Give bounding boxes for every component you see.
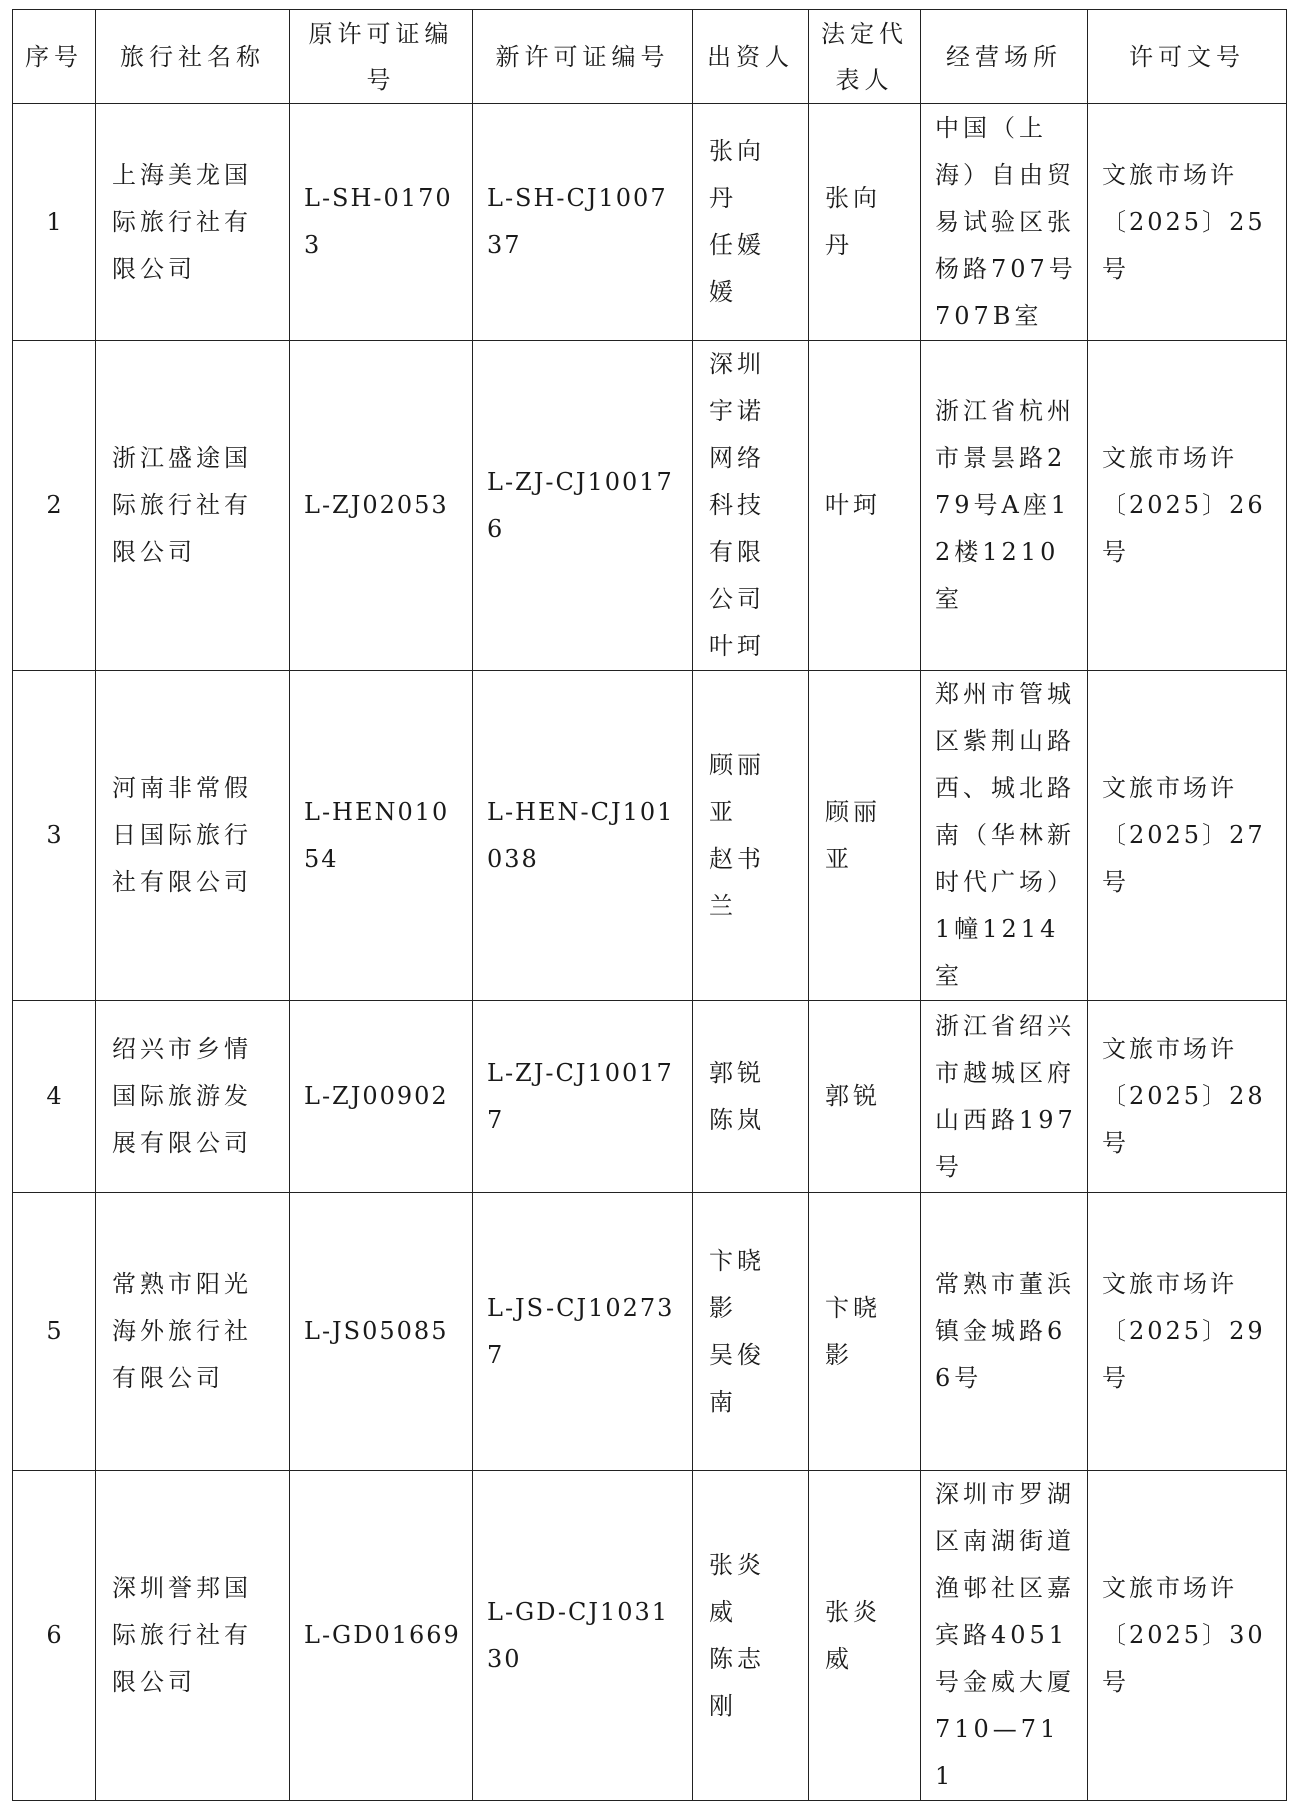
investor-name: 叶珂 <box>709 632 765 660</box>
cell-legal-rep: 卞晓影 <box>809 1193 921 1471</box>
cell-old-license: L-GD01669 <box>290 1471 473 1801</box>
cell-premises: 常熟市董浜镇金城路66号 <box>921 1193 1088 1471</box>
header-doc-no: 许可文号 <box>1088 10 1287 104</box>
cell-old-license: L-SH-01703 <box>290 104 473 341</box>
document-sheet <box>12 9 1287 1801</box>
cell-legal-rep: 顾丽亚 <box>809 671 921 1001</box>
cell-investors <box>693 1193 809 1471</box>
investor-name: 郭锐 <box>709 1058 765 1087</box>
cell-legal-rep: 张向丹 <box>809 104 921 341</box>
cell-agency-name: 绍兴市乡情国际旅游发展有限公司 <box>96 1001 290 1193</box>
header-agency-name: 旅行社名称 <box>96 10 290 104</box>
cell-agency-name: 深圳誉邦国际旅行社有限公司 <box>96 1471 290 1801</box>
header-investor: 出资人 <box>693 10 809 104</box>
cell-premises: 中国（上海）自由贸易试验区张杨路707号707B室 <box>921 104 1088 341</box>
table-row <box>13 1471 1287 1801</box>
table-row <box>13 341 1287 671</box>
header-new-license: 新许可证编号 <box>473 10 693 104</box>
cell-premises: 浙江省绍兴市越城区府山西路197号 <box>921 1001 1088 1193</box>
cell-new-license: L-HEN-CJ101038 <box>473 671 693 1001</box>
cell-seq: 5 <box>13 1193 96 1471</box>
cell-doc-no: 文旅市场许〔2025〕30号 <box>1088 1471 1287 1801</box>
cell-old-license: L-ZJ00902 <box>290 1001 473 1193</box>
cell-doc-no: 文旅市场许〔2025〕29号 <box>1088 1193 1287 1471</box>
cell-agency-name: 上海美龙国际旅行社有限公司 <box>96 104 290 341</box>
investor-name: 吴俊南 <box>709 1340 765 1416</box>
cell-legal-rep: 叶珂 <box>809 341 921 671</box>
cell-new-license: L-GD-CJ103130 <box>473 1471 693 1801</box>
header-seq: 序号 <box>13 10 96 104</box>
cell-investors <box>693 341 809 671</box>
cell-seq: 4 <box>13 1001 96 1193</box>
investor-name: 深圳宇诺网络科技有限公司 <box>709 350 765 613</box>
travel-agency-license-table <box>12 9 1287 1801</box>
cell-old-license: L-JS05085 <box>290 1193 473 1471</box>
header-premises: 经营场所 <box>921 10 1088 104</box>
cell-new-license: L-ZJ-CJ100176 <box>473 341 693 671</box>
investor-name: 赵书兰 <box>709 844 765 920</box>
cell-new-license: L-SH-CJ100737 <box>473 104 693 341</box>
cell-investors <box>693 1471 809 1801</box>
header-row <box>13 10 1287 104</box>
cell-premises: 浙江省杭州市景昙路279号A座12楼1210室 <box>921 341 1088 671</box>
cell-doc-no: 文旅市场许〔2025〕26号 <box>1088 341 1287 671</box>
investor-name: 任媛媛 <box>709 231 765 306</box>
cell-legal-rep: 郭锐 <box>809 1001 921 1193</box>
header-legal-rep: 法定代表人 <box>809 10 921 104</box>
cell-seq: 3 <box>13 671 96 1001</box>
table-row <box>13 104 1287 341</box>
header-old-license: 原许可证编号 <box>290 10 473 104</box>
cell-old-license: L-ZJ02053 <box>290 341 473 671</box>
cell-new-license: L-ZJ-CJ100177 <box>473 1001 693 1193</box>
cell-premises: 深圳市罗湖区南湖街道渔邨社区嘉宾路4051号金威大厦710—711 <box>921 1471 1088 1801</box>
cell-seq: 2 <box>13 341 96 671</box>
investor-name: 陈岚 <box>709 1105 765 1134</box>
cell-seq: 1 <box>13 104 96 341</box>
cell-premises: 郑州市管城区紫荆山路西、城北路南（华林新时代广场）1幢1214室 <box>921 671 1088 1001</box>
cell-agency-name: 河南非常假日国际旅行社有限公司 <box>96 671 290 1001</box>
cell-agency-name: 浙江盛途国际旅行社有限公司 <box>96 341 290 671</box>
investor-name: 张向丹 <box>709 137 765 212</box>
cell-doc-no: 文旅市场许〔2025〕27号 <box>1088 671 1287 1001</box>
cell-old-license: L-HEN01054 <box>290 671 473 1001</box>
table-row <box>13 1001 1287 1193</box>
table-row <box>13 1193 1287 1471</box>
cell-investors <box>693 104 809 341</box>
cell-doc-no: 文旅市场许〔2025〕28号 <box>1088 1001 1287 1193</box>
cell-doc-no: 文旅市场许〔2025〕25号 <box>1088 104 1287 341</box>
cell-new-license: L-JS-CJ102737 <box>473 1193 693 1471</box>
investor-name: 卞晓影 <box>709 1246 765 1322</box>
investor-name: 陈志刚 <box>709 1644 765 1720</box>
cell-legal-rep: 张炎威 <box>809 1471 921 1801</box>
cell-investors <box>693 671 809 1001</box>
investor-name: 顾丽亚 <box>709 750 765 826</box>
investor-name: 张炎威 <box>709 1550 765 1626</box>
cell-seq: 6 <box>13 1471 96 1801</box>
table-row <box>13 671 1287 1001</box>
cell-investors <box>693 1001 809 1193</box>
cell-agency-name: 常熟市阳光海外旅行社有限公司 <box>96 1193 290 1471</box>
